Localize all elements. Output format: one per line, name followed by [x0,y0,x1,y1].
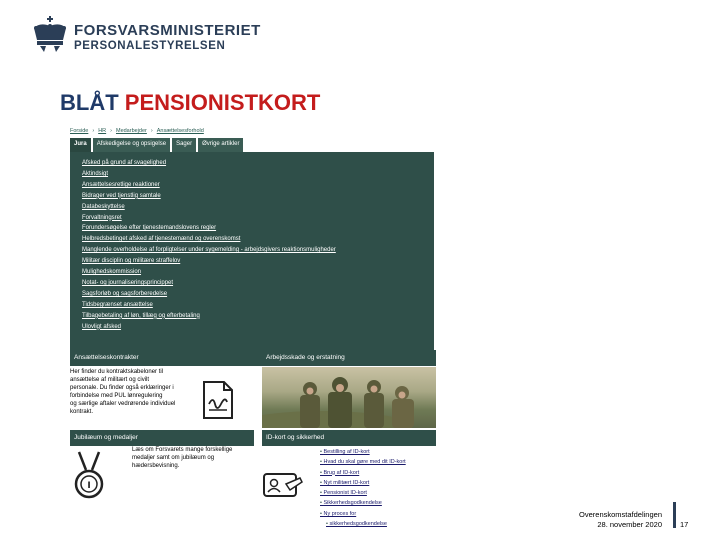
contracts-text-line: forbindelse med PUL lønregulering [70,393,163,399]
tab-other-articles[interactable]: Øvrige artikler [198,138,243,152]
breadcrumb [67,122,437,138]
breadcrumb-employee[interactable]: Medarbejder [115,128,147,134]
soldiers-image [262,367,436,428]
tab-bar [67,138,437,152]
id-link[interactable]: • Brug af ID-kort [320,468,406,478]
panel-link[interactable]: Databeskyttelse [82,203,125,210]
svg-text:I: I [87,481,91,491]
id-card-icon [262,470,304,500]
slide-title-part-2: PENSIONISTKORT [124,90,321,115]
breadcrumb-hr[interactable]: HR [98,128,107,134]
slide-title [60,90,320,116]
jubilee-text-line: Læs om Forsvarets mange forskellige [132,447,233,453]
contracts-text-line: kontrakt. [70,409,94,415]
contracts-text-line: personale. Du finder også erklæringer i [70,385,174,391]
org-subname: PERSONALESTYRELSEN [74,40,226,52]
soldiers-photo [262,367,436,428]
id-box-title[interactable]: ID-kort og sikkerhed [262,430,436,446]
id-link[interactable]: • Hvad du skal gøre med dit ID-kort [320,457,406,467]
panel-link[interactable]: Forvaltningsret [82,214,122,221]
jubilee-text-line: hædersbevisning. [132,463,180,469]
panel-link[interactable]: Ulovligt afsked [82,323,122,330]
breadcrumb-employment[interactable]: Ansættelsesforhold [156,128,204,134]
org-name: FORSVARSMINISTERIET [74,22,261,39]
panel-link[interactable]: Sagsforløb og sagsforberedelse [82,290,168,297]
tab-cases[interactable]: Sager [172,138,196,152]
footer-divider [673,502,676,528]
id-link[interactable]: • Sikkerhedsgodkendelse [320,498,406,508]
id-link[interactable]: • sikkerhedsgodkendelse [320,519,406,529]
crown-icon [30,16,70,52]
tab-dismissal[interactable]: Afskedigelse og opsigelse [93,138,170,152]
injury-box-title[interactable]: Arbejdsskade og erstatning [262,350,436,366]
contracts-box-title[interactable]: Ansættelseskontrakter [70,350,254,366]
contracts-text-line: Her finder du kontraktskabeloner til [70,369,164,375]
footer-info [540,510,662,530]
id-link[interactable]: • Pensionist ID-kort [320,488,406,498]
contracts-box-text [70,368,200,416]
panel-link[interactable]: Helbredsbetinget afsked af tjenestemænd og overenskomst [82,236,241,243]
panel-link[interactable]: Afsked på grund af svagelighed [82,160,167,166]
breadcrumb-separator: › [92,128,95,134]
tab-jura[interactable]: Jura [70,138,91,152]
footer-date: 28. november 2020 [597,520,662,529]
panel-link[interactable]: Tidsbegrænset ansættelse [82,301,153,308]
contracts-text-line: og særlige aftaler vedrørende individuel [70,401,176,407]
panel-link[interactable]: Forundersøgelse efter tjenestemandslovens regler [82,225,217,232]
id-link[interactable]: • Bestilling af ID-kort [320,447,406,457]
id-link[interactable]: • Ny proces for [320,509,406,519]
footer-department: Overenskomstafdelingen [579,510,662,519]
panel-link[interactable]: Aktindsigt [82,170,109,177]
ministry-logo [30,16,261,56]
slide-title-part-1: BLÅT [60,90,125,115]
id-link[interactable]: • Nyt militært ID-kort [320,478,406,488]
panel-link[interactable]: Bidrager ved tjenstlig samtale [82,192,161,199]
jubilee-box-text [132,446,256,470]
id-links-list [320,447,406,529]
panel-link[interactable]: Notat- og journaliseringsprincippet [82,279,174,286]
panel-link[interactable]: Militær disciplin og militære straffelov [82,258,181,265]
jubilee-text-line: medaljer samt om jubilæum og [132,455,215,461]
panel-link[interactable]: Mulighedskommission [82,269,142,276]
jubilee-box-title[interactable]: Jubilæum og medaljer [70,430,254,446]
panel-link[interactable]: Ansættelsesretlige reaktioner [82,181,160,188]
page-number: 17 [680,520,689,529]
panel-link[interactable]: Manglende overholdelse af forpligtelser under sygemelding - arbejdsgivers reaktionsmuligheder [82,247,336,254]
breadcrumb-separator: › [150,128,153,134]
jura-link-panel [70,152,434,366]
panel-link[interactable]: Tilbagebetaling af løn, tillæg og efterbetaling [82,312,200,319]
breadcrumb-separator: › [110,128,112,134]
medal-icon [74,450,104,502]
document-signature-icon [202,380,234,420]
intranet-screenshot [67,122,437,540]
breadcrumb-home[interactable]: Forside [70,128,89,134]
contracts-text-line: ansættelse af militært og civilt [70,377,150,383]
